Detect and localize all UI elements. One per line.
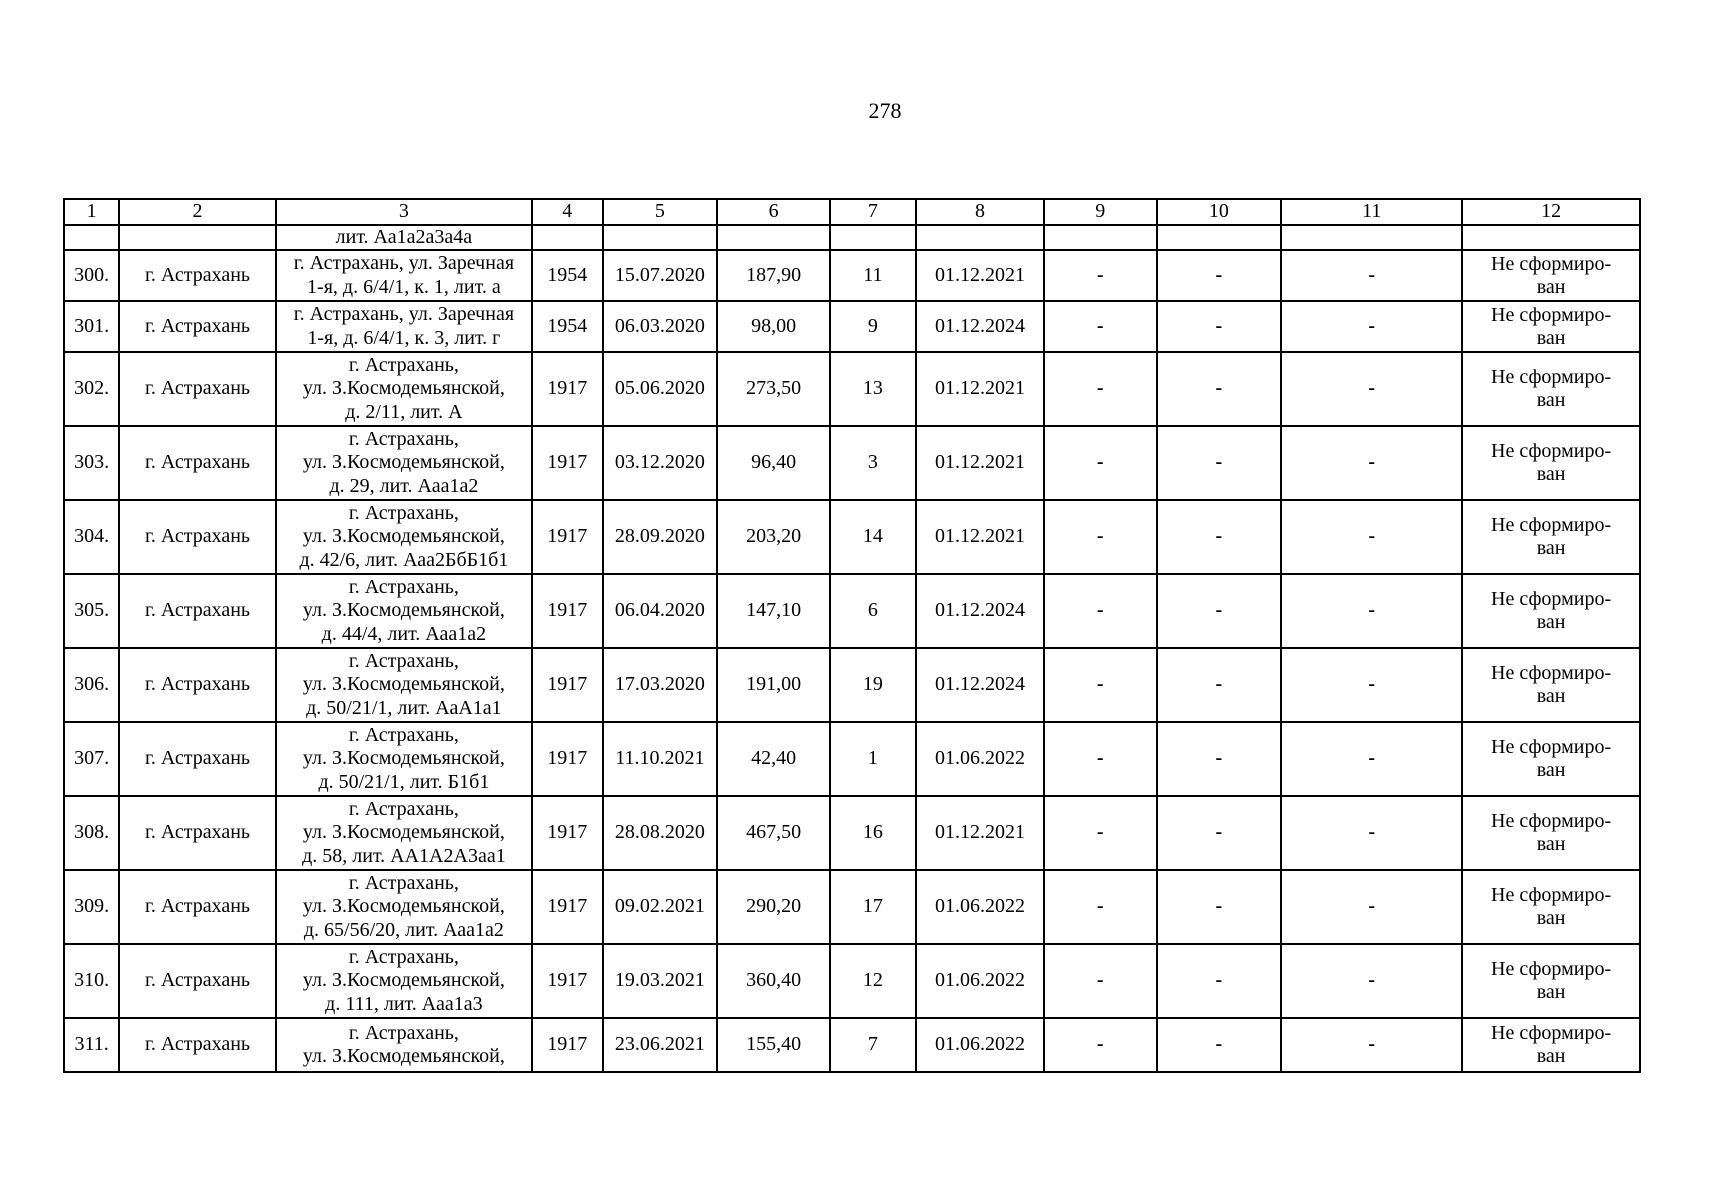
column-number-row <box>64 199 1640 225</box>
cell-status-line: ван <box>1536 389 1566 412</box>
cell-count <box>830 225 916 251</box>
cell-col11: - <box>1281 870 1462 944</box>
cell-address <box>276 250 532 301</box>
cell-status <box>1462 796 1640 870</box>
cell-number: 310. <box>64 944 119 1018</box>
cell-status-line: Не сформиро- <box>1491 1022 1612 1045</box>
cell-col10 <box>1157 225 1282 251</box>
cell-col10: - <box>1157 796 1282 870</box>
cell-plan-date: 01.06.2022 <box>916 722 1044 796</box>
cell-address-line: 1-я, д. 6/4/1, к. 3, лит. г <box>307 326 501 349</box>
cell-year: 1917 <box>532 500 603 574</box>
cell-address-line: г. Астрахань, <box>348 353 459 376</box>
cell-city: г. Астрахань <box>119 870 276 944</box>
cell-date: 11.10.2021 <box>603 722 718 796</box>
cell-city: г. Астрахань <box>119 944 276 1018</box>
cell-count: 17 <box>830 870 916 944</box>
cell-status <box>1462 500 1640 574</box>
column-header: 6 <box>717 199 830 225</box>
cell-status <box>1462 944 1640 1018</box>
cell-address-line: д. 42/6, лит. Ааа2БбБ1б1 <box>299 548 509 571</box>
cell-date: 05.06.2020 <box>603 352 718 426</box>
cell-col10: - <box>1157 301 1282 352</box>
cell-address-line: г. Астрахань, <box>348 649 459 672</box>
cell-status-line: ван <box>1536 537 1566 560</box>
cell-address <box>276 944 532 1018</box>
cell-status <box>1462 426 1640 500</box>
cell-city: г. Астрахань <box>119 426 276 500</box>
cell-address-line: ул. З.Космодемьянской, <box>302 1045 505 1068</box>
cell-date: 17.03.2020 <box>603 648 718 722</box>
cell-number: 301. <box>64 301 119 352</box>
cell-status-line: Не сформиро- <box>1491 810 1612 833</box>
cell-status <box>1462 352 1640 426</box>
cell-city: г. Астрахань <box>119 500 276 574</box>
cell-col11: - <box>1281 500 1462 574</box>
cell-address-line: ул. З.Космодемьянской, <box>302 821 505 844</box>
cell-address-line: ул. З.Космодемьянской, <box>302 747 505 770</box>
cell-col10: - <box>1157 250 1282 301</box>
cell-number: 309. <box>64 870 119 944</box>
cell-col10: - <box>1157 352 1282 426</box>
cell-address-line: г. Астрахань, <box>348 723 459 746</box>
cell-address-line: г. Астрахань, <box>348 871 459 894</box>
cell-address-line: д. 58, лит. АА1А2А3аа1 <box>302 844 506 867</box>
cell-status <box>1462 648 1640 722</box>
cell-count: 16 <box>830 796 916 870</box>
cell-col9: - <box>1044 500 1157 574</box>
cell-year: 1954 <box>532 301 603 352</box>
cell-count: 11 <box>830 250 916 301</box>
cell-year: 1917 <box>532 944 603 1018</box>
cell-area: 360,40 <box>717 944 830 1018</box>
column-header: 11 <box>1281 199 1462 225</box>
cell-address <box>276 352 532 426</box>
cell-count: 12 <box>830 944 916 1018</box>
cell-city: г. Астрахань <box>119 250 276 301</box>
cell-address <box>276 870 532 944</box>
cell-status-line: ван <box>1536 326 1566 349</box>
cell-address <box>276 500 532 574</box>
cell-status-line: ван <box>1536 833 1566 856</box>
cell-number: 307. <box>64 722 119 796</box>
cell-count: 6 <box>830 574 916 648</box>
cell-address-line: д. 50/21/1, лит. Б1б1 <box>318 770 490 793</box>
cell-status <box>1462 870 1640 944</box>
cell-col11: - <box>1281 1018 1462 1072</box>
cell-number: 300. <box>64 250 119 301</box>
cell-col10: - <box>1157 722 1282 796</box>
cell-area: 42,40 <box>717 722 830 796</box>
cell-year <box>532 225 603 251</box>
cell-date: 23.06.2021 <box>603 1018 718 1072</box>
cell-year: 1917 <box>532 722 603 796</box>
cell-status-line: Не сформиро- <box>1491 440 1612 463</box>
cell-area: 155,40 <box>717 1018 830 1072</box>
cell-status-line: ван <box>1536 275 1566 298</box>
cell-status-line: ван <box>1536 981 1566 1004</box>
table-row <box>64 352 1640 426</box>
column-header: 1 <box>64 199 119 225</box>
cell-plan-date: 01.12.2021 <box>916 250 1044 301</box>
cell-col11: - <box>1281 796 1462 870</box>
cell-address-line: д. 111, лит. Ааа1а3 <box>325 992 483 1015</box>
cell-plan-date: 01.12.2021 <box>916 500 1044 574</box>
cell-plan-date: 01.12.2024 <box>916 574 1044 648</box>
cell-area: 96,40 <box>717 426 830 500</box>
cell-city: г. Астрахань <box>119 1018 276 1072</box>
cell-year: 1954 <box>532 250 603 301</box>
column-header: 7 <box>830 199 916 225</box>
cell-count: 3 <box>830 426 916 500</box>
cell-city: г. Астрахань <box>119 796 276 870</box>
cell-year: 1917 <box>532 352 603 426</box>
cell-plan-date: 01.12.2021 <box>916 426 1044 500</box>
cell-year: 1917 <box>532 648 603 722</box>
cell-col10: - <box>1157 426 1282 500</box>
cell-col11: - <box>1281 574 1462 648</box>
cell-address-line: д. 2/11, лит. А <box>345 400 463 423</box>
cell-col10: - <box>1157 500 1282 574</box>
cell-status <box>1462 301 1640 352</box>
cell-count: 1 <box>830 722 916 796</box>
cell-col9 <box>1044 225 1157 251</box>
cell-date: 06.03.2020 <box>603 301 718 352</box>
table-row <box>64 796 1640 870</box>
cell-number <box>64 225 119 251</box>
cell-address-line: г. Астрахань, <box>348 1021 459 1044</box>
table-row <box>64 870 1640 944</box>
table-row <box>64 944 1640 1018</box>
cell-address-line: ул. З.Космодемьянской, <box>302 969 505 992</box>
cell-area: 191,00 <box>717 648 830 722</box>
cell-plan-date: 01.06.2022 <box>916 870 1044 944</box>
cell-count: 14 <box>830 500 916 574</box>
cell-col9: - <box>1044 250 1157 301</box>
cell-address-line: г. Астрахань, <box>348 501 459 524</box>
table-row <box>64 648 1640 722</box>
column-header: 3 <box>276 199 532 225</box>
cell-col10: - <box>1157 1018 1282 1072</box>
cell-status-line: Не сформиро- <box>1491 514 1612 537</box>
cell-col10: - <box>1157 648 1282 722</box>
cell-col9: - <box>1044 796 1157 870</box>
cell-number: 306. <box>64 648 119 722</box>
cell-address <box>276 648 532 722</box>
cell-area: 203,20 <box>717 500 830 574</box>
cell-date: 19.03.2021 <box>603 944 718 1018</box>
cell-year: 1917 <box>532 426 603 500</box>
cell-address <box>276 796 532 870</box>
column-header: 2 <box>119 199 276 225</box>
cell-date <box>603 225 718 251</box>
table-row <box>64 301 1640 352</box>
cell-address-line: г. Астрахань, <box>348 797 459 820</box>
cell-col9: - <box>1044 1018 1157 1072</box>
cell-address-line: ул. З.Космодемьянской, <box>302 599 505 622</box>
cell-count: 19 <box>830 648 916 722</box>
cell-col9: - <box>1044 944 1157 1018</box>
cell-col9: - <box>1044 574 1157 648</box>
cell-address-line: ул. З.Космодемьянской, <box>302 525 505 548</box>
cell-count: 7 <box>830 1018 916 1072</box>
cell-status-line: Не сформиро- <box>1491 252 1612 275</box>
cell-count: 13 <box>830 352 916 426</box>
cell-col10: - <box>1157 870 1282 944</box>
cell-status-line: Не сформиро- <box>1491 884 1612 907</box>
cell-address-line: д. 50/21/1, лит. АаА1а1 <box>306 696 502 719</box>
cell-date: 28.08.2020 <box>603 796 718 870</box>
cell-city <box>119 225 276 251</box>
cell-col9: - <box>1044 301 1157 352</box>
cell-address-line: ул. З.Космодемьянской, <box>302 673 505 696</box>
table-row <box>64 574 1640 648</box>
table-row <box>64 500 1640 574</box>
cell-plan-date: 01.12.2021 <box>916 352 1044 426</box>
column-header: 10 <box>1157 199 1282 225</box>
cell-address-line: д. 29, лит. Ааа1а2 <box>329 474 479 497</box>
cell-col10: - <box>1157 944 1282 1018</box>
cell-col11: - <box>1281 944 1462 1018</box>
cell-year: 1917 <box>532 574 603 648</box>
column-header: 12 <box>1462 199 1640 225</box>
cell-number: 311. <box>64 1018 119 1072</box>
cell-col11: - <box>1281 426 1462 500</box>
cell-year: 1917 <box>532 1018 603 1072</box>
cell-area: 147,10 <box>717 574 830 648</box>
cell-col9: - <box>1044 648 1157 722</box>
cell-plan-date: 01.06.2022 <box>916 1018 1044 1072</box>
cell-plan-date: 01.06.2022 <box>916 944 1044 1018</box>
cell-address-line: г. Астрахань, <box>348 575 459 598</box>
cell-col9: - <box>1044 870 1157 944</box>
cell-col11: - <box>1281 722 1462 796</box>
cell-plan-date: 01.12.2024 <box>916 301 1044 352</box>
cell-col11: - <box>1281 648 1462 722</box>
cell-status-line: ван <box>1536 463 1566 486</box>
column-header: 8 <box>916 199 1044 225</box>
cell-area: 187,90 <box>717 250 830 301</box>
cell-date: 28.09.2020 <box>603 500 718 574</box>
cell-status <box>1462 250 1640 301</box>
cell-number: 308. <box>64 796 119 870</box>
table-row <box>64 722 1640 796</box>
column-header: 5 <box>603 199 718 225</box>
cell-address <box>276 722 532 796</box>
cell-address-line: ул. З.Космодемьянской, <box>302 377 505 400</box>
column-header: 9 <box>1044 199 1157 225</box>
cell-col11 <box>1281 225 1462 251</box>
cell-col11: - <box>1281 301 1462 352</box>
cell-city: г. Астрахань <box>119 648 276 722</box>
cell-plan-date: 01.12.2024 <box>916 648 1044 722</box>
cell-number: 303. <box>64 426 119 500</box>
cell-city: г. Астрахань <box>119 574 276 648</box>
cell-area: 273,50 <box>717 352 830 426</box>
cell-address <box>276 301 532 352</box>
cell-date: 15.07.2020 <box>603 250 718 301</box>
table-row <box>64 1018 1640 1072</box>
housing-registry-table <box>63 198 1641 1073</box>
cell-area <box>717 225 830 251</box>
cell-area: 290,20 <box>717 870 830 944</box>
cell-address-line: д. 44/4, лит. Ааа1а2 <box>321 622 487 645</box>
cell-address <box>276 426 532 500</box>
cell-status <box>1462 722 1640 796</box>
cell-col10: - <box>1157 574 1282 648</box>
cell-address-line: 1-я, д. 6/4/1, к. 1, лит. а <box>307 275 501 298</box>
table-row <box>64 426 1640 500</box>
cell-status-line: ван <box>1536 611 1566 634</box>
cell-city: г. Астрахань <box>119 301 276 352</box>
cell-status-line: Не сформиро- <box>1491 662 1612 685</box>
cell-status-line: Не сформиро- <box>1491 588 1612 611</box>
cell-address-line: г. Астрахань, <box>348 945 459 968</box>
cell-col9: - <box>1044 352 1157 426</box>
cell-col11: - <box>1281 250 1462 301</box>
cell-date: 03.12.2020 <box>603 426 718 500</box>
cell-status-line: ван <box>1536 1045 1566 1068</box>
page-number: 278 <box>868 98 902 123</box>
cell-plan-date <box>916 225 1044 251</box>
cell-date: 09.02.2021 <box>603 870 718 944</box>
cell-address-line: г. Астрахань, ул. Заречная <box>293 252 515 275</box>
cell-status <box>1462 574 1640 648</box>
cell-status-line: ван <box>1536 685 1566 708</box>
cell-date: 06.04.2020 <box>603 574 718 648</box>
cell-number: 302. <box>64 352 119 426</box>
cell-city: г. Астрахань <box>119 722 276 796</box>
cell-address-line: ул. З.Космодемьянской, <box>302 895 505 918</box>
cell-address-line: д. 65/56/20, лит. Ааа1а2 <box>303 918 504 941</box>
cell-area: 467,50 <box>717 796 830 870</box>
cell-status-line: ван <box>1536 759 1566 782</box>
cell-number: 304. <box>64 500 119 574</box>
cell-status-line: Не сформиро- <box>1491 366 1612 389</box>
cell-plan-date: 01.12.2021 <box>916 796 1044 870</box>
cell-number: 305. <box>64 574 119 648</box>
cell-address: лит. Аа1а2а3а4а <box>276 225 532 251</box>
cell-col9: - <box>1044 426 1157 500</box>
cell-address-line: г. Астрахань, <box>348 427 459 450</box>
column-header: 4 <box>532 199 603 225</box>
cell-status-line: Не сформиро- <box>1491 736 1612 759</box>
cell-col9: - <box>1044 722 1157 796</box>
cell-address <box>276 574 532 648</box>
cell-address-line: ул. З.Космодемьянской, <box>302 451 505 474</box>
continuation-row <box>64 225 1640 251</box>
cell-status-line: ван <box>1536 907 1566 930</box>
cell-status-line: Не сформиро- <box>1491 958 1612 981</box>
cell-year: 1917 <box>532 870 603 944</box>
cell-status-line: Не сформиро- <box>1491 303 1612 326</box>
table-row <box>64 250 1640 301</box>
cell-area: 98,00 <box>717 301 830 352</box>
cell-address <box>276 1018 532 1072</box>
cell-city: г. Астрахань <box>119 352 276 426</box>
cell-col11: - <box>1281 352 1462 426</box>
cell-address-line: г. Астрахань, ул. Заречная <box>293 303 515 326</box>
cell-year: 1917 <box>532 796 603 870</box>
cell-status <box>1462 1018 1640 1072</box>
cell-status <box>1462 225 1640 251</box>
cell-count: 9 <box>830 301 916 352</box>
